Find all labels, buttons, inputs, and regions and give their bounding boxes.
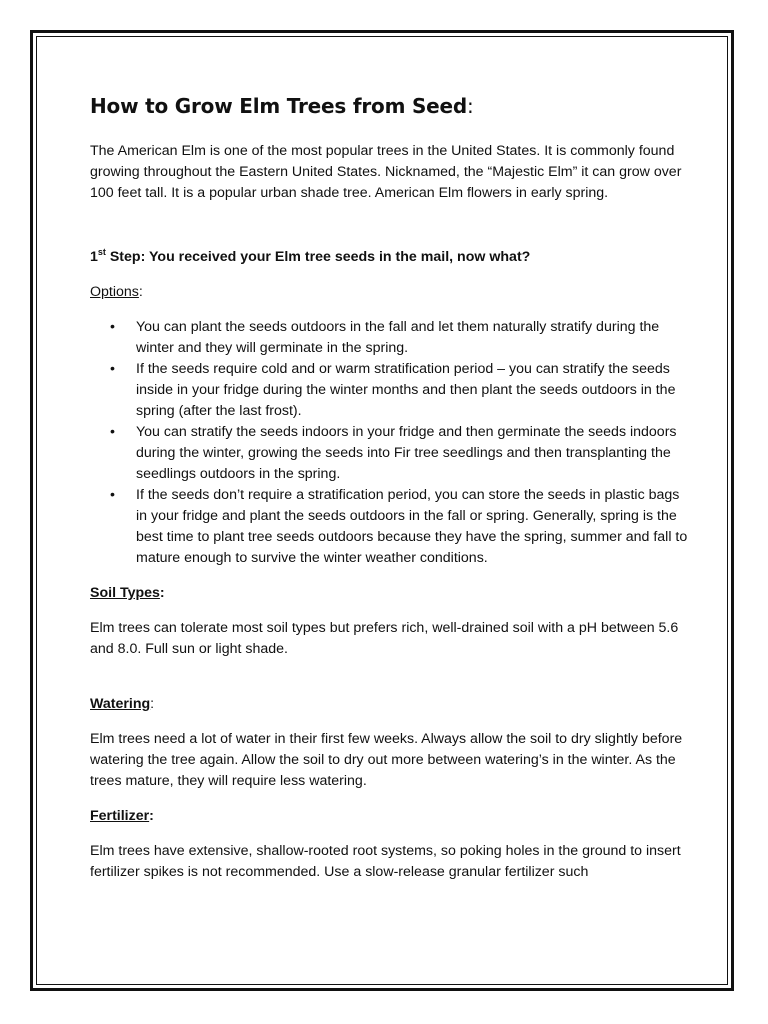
list-item [90,317,690,359]
list-item-text: You can stratify the seeds indoors in your fridge and then germinate the seeds indoors during the winter, growing the seeds into Fir tree seedlings and then transplanting the seedlings outdoors in the spring. [136,424,677,482]
soil-types-colon: : [159,585,165,601]
fertilizer-colon: : [149,808,154,824]
watering-colon: : [150,696,155,712]
step-number: 1 [90,249,98,265]
list-item-text: If the seeds don’t require a stratification period, you can store the seeds in plastic bags in your fridge and plant the seeds outdoors in the fall or spring. Generally, spring is the best time to plant tree seeds outdoors because they have the spring, summer and fall to mature enough to survive the winter weather conditions. [136,487,688,566]
list-item [90,485,690,569]
page-title [90,94,690,118]
soil-types-label: Soil Types [90,585,160,601]
soil-types-heading [90,583,690,604]
options-heading [90,282,690,303]
step-heading-text: Step: You received your Elm tree seeds in the mail, now what? [105,249,531,265]
bullet-icon: • [110,487,115,503]
list-item [90,359,690,422]
bullet-icon: • [110,319,115,335]
list-item-text: You can plant the seeds outdoors in the fall and let them naturally stratify during the winter and they will germinate in the spring. [136,319,660,356]
page-title-colon: : [467,94,474,118]
list-item-text: If the seeds require cold and or warm stratification period – you can stratify the seeds inside in your fridge during the winter months and then plant the seeds outdoors in the spring (after the last frost). [136,361,676,419]
step-heading [90,247,690,268]
options-colon: : [138,284,143,300]
step-superscript: st [97,247,106,257]
options-label: Options [90,284,139,300]
fertilizer-heading [90,806,690,827]
bullet-icon: • [110,424,115,440]
watering-heading [90,694,690,715]
intro-paragraph: The American Elm is one of the most popular trees in the United States. It is commonly found growing throughout the Eastern United States. Nicknamed, the “Majestic Elm” it can grow over 100 feet tall. It is a popular urban shade tree. American Elm flowers in early spring. [90,143,682,201]
watering-label: Watering [90,696,151,712]
page-title-text: How to Grow Elm Trees from Seed [90,94,468,118]
soil-types-paragraph: Elm trees can tolerate most soil types but prefers rich, well-drained soil with a pH between 5.6 and 8.0. Full sun or light shade. [90,620,679,657]
fertilizer-label: Fertilizer [90,808,150,824]
fertilizer-paragraph: Elm trees have extensive, shallow-rooted root systems, so poking holes in the ground to insert fertilizer spikes is not recommended. Use a slow-release granular fertilizer such [90,843,681,880]
bullet-icon: • [110,361,115,377]
document-body [90,94,690,897]
options-list [90,317,690,569]
list-item [90,422,690,485]
watering-paragraph: Elm trees need a lot of water in their first few weeks. Always allow the soil to dry slightly before watering the tree again. Allow the soil to dry out more between watering’s in the winter. As the trees mature, they will require less watering. [90,731,683,789]
